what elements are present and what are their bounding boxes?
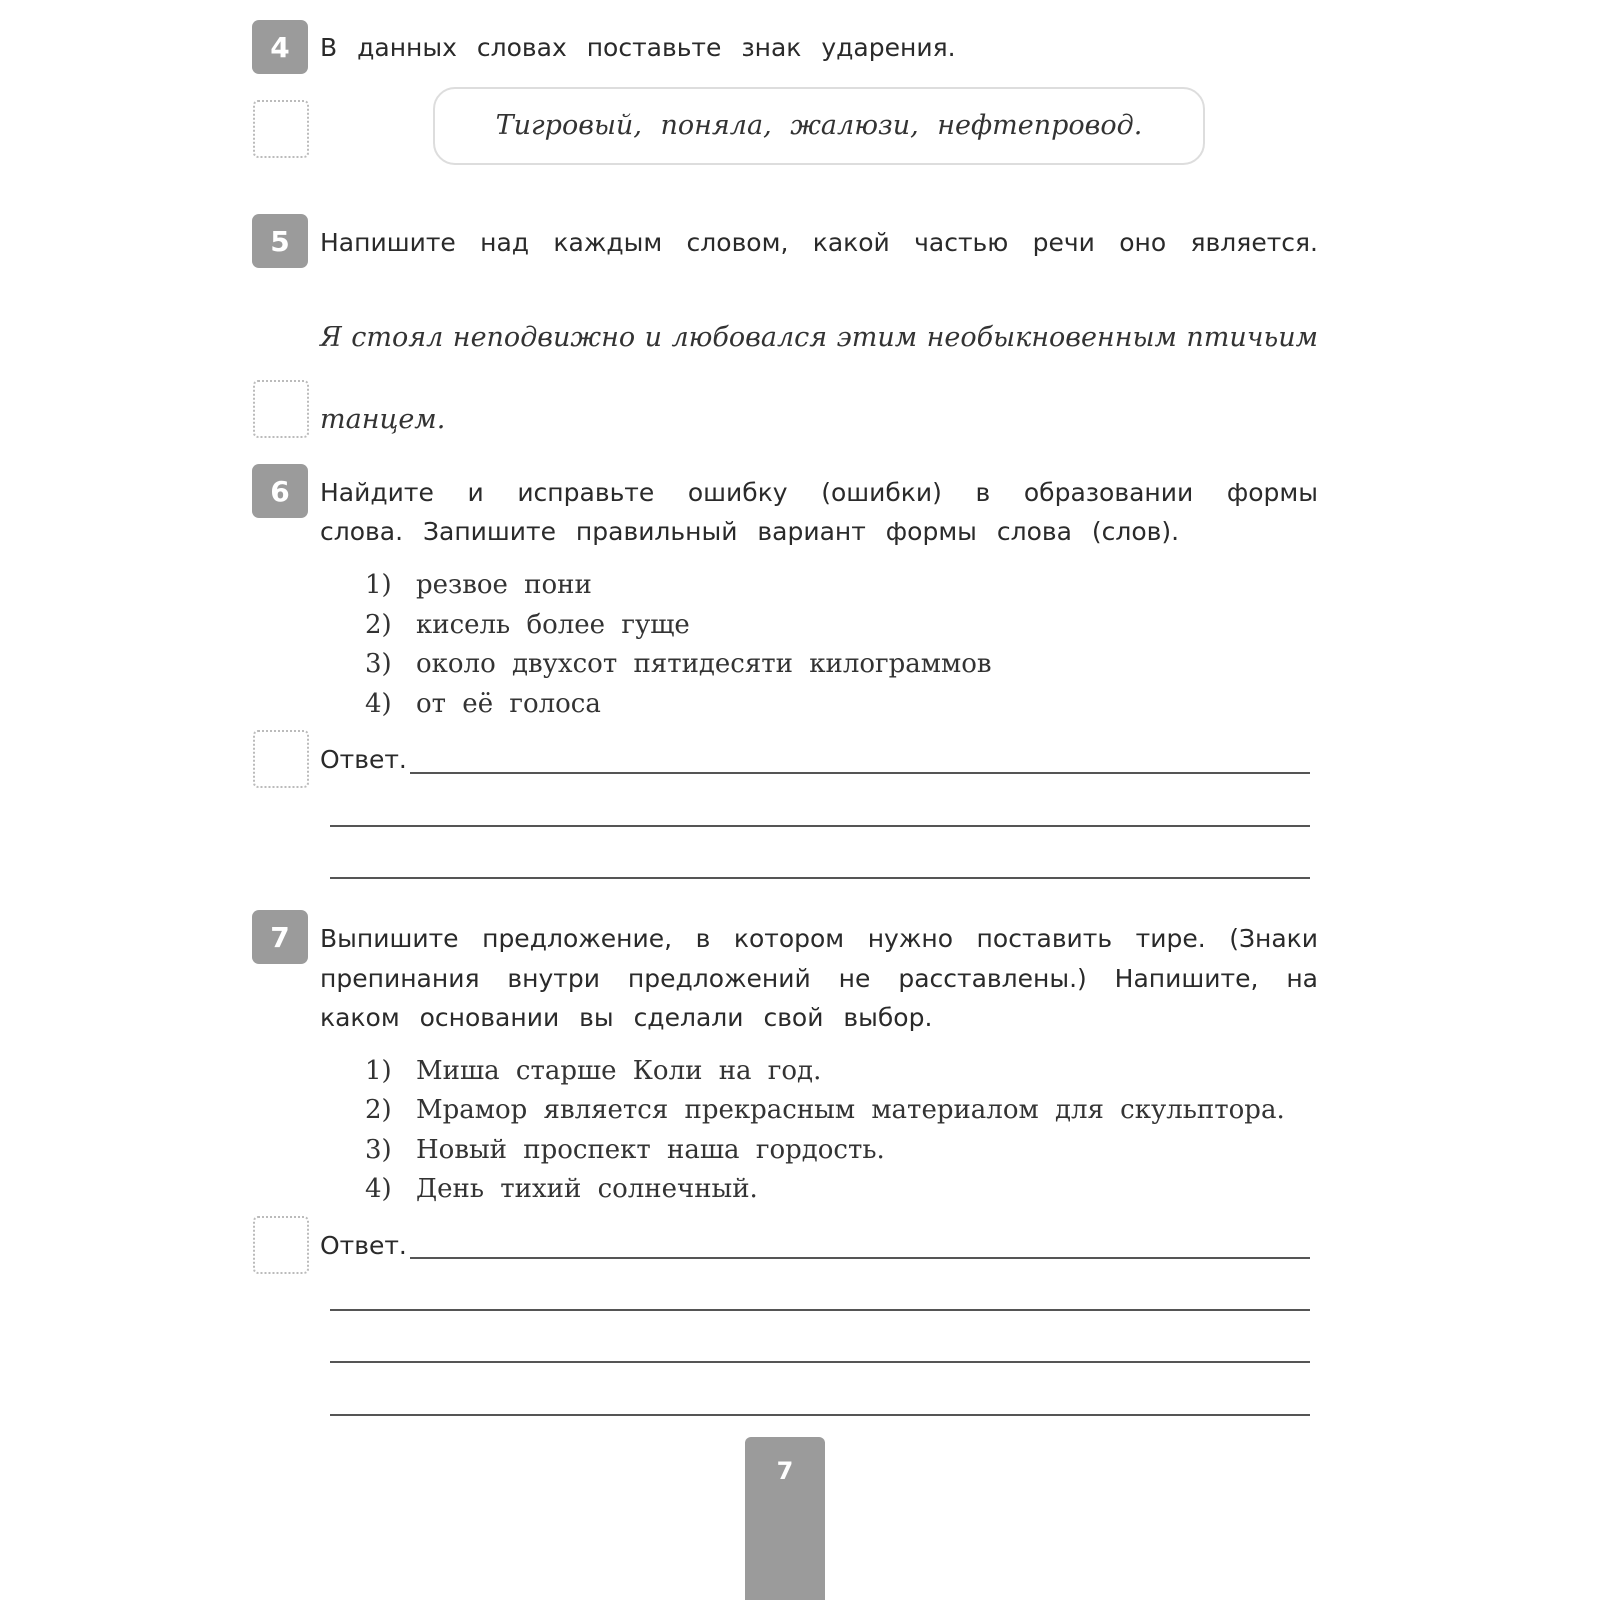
- option-item: 3) около двухсот пятидесяти килограммов: [365, 649, 992, 679]
- answer-line[interactable]: [410, 772, 1310, 774]
- answer-line[interactable]: [330, 877, 1310, 879]
- task-7-text: каком основании вы сделали свой выбор.: [320, 1003, 933, 1032]
- score-box[interactable]: [253, 730, 309, 788]
- answer-label: Ответ.: [320, 1231, 407, 1260]
- option-item: 2) Мрамор является прекрасным материалом для скульптора.: [365, 1095, 1285, 1125]
- words-frame: [433, 87, 1205, 165]
- answer-label: Ответ.: [320, 745, 407, 774]
- answer-line[interactable]: [330, 825, 1310, 827]
- option-item: 4) от её голоса: [365, 689, 601, 719]
- task-7-text: препинания внутри предложений не расставлены.) Напишите, на: [320, 964, 1318, 993]
- answer-line[interactable]: [330, 1414, 1310, 1416]
- option-item: 2) кисель более гуще: [365, 610, 690, 640]
- task-5-sentence-end: танцем.: [320, 404, 446, 435]
- task-4-words: Тигровый, поняла, жалюзи, нефтепровод.: [495, 110, 1143, 141]
- page-number: 7: [745, 1437, 825, 1600]
- task-number-badge: 4: [252, 20, 308, 74]
- option-item: 3) Новый проспект наша гордость.: [365, 1135, 885, 1165]
- task-5-sentence: Я стоял неподвижно и любовался этим необыкновенным птичьим: [320, 322, 1318, 353]
- task-7-text: Выпишите предложение, в котором нужно поставить тире. (Знаки: [320, 924, 1318, 953]
- task-5-text: Напишите над каждым словом, какой частью речи оно является.: [320, 228, 1318, 257]
- option-item: 1) резвое пони: [365, 570, 592, 600]
- answer-line[interactable]: [410, 1257, 1310, 1259]
- option-item: 4) День тихий солнечный.: [365, 1174, 758, 1204]
- task-4-text: В данных словах поставьте знак ударения.: [320, 33, 956, 62]
- answer-line[interactable]: [330, 1309, 1310, 1311]
- score-box[interactable]: [253, 1216, 309, 1274]
- answer-line[interactable]: [330, 1361, 1310, 1363]
- score-box[interactable]: [253, 380, 309, 438]
- task-6-text: слова. Запишите правильный вариант формы слова (слов).: [320, 517, 1180, 546]
- task-number-badge: 5: [252, 214, 308, 268]
- task-number-badge: 6: [252, 464, 308, 518]
- task-6-text: Найдите и исправьте ошибку (ошибки) в образовании формы: [320, 478, 1318, 507]
- score-box[interactable]: [253, 100, 309, 158]
- task-number-badge: 7: [252, 910, 308, 964]
- option-item: 1) Миша старше Коли на год.: [365, 1056, 822, 1086]
